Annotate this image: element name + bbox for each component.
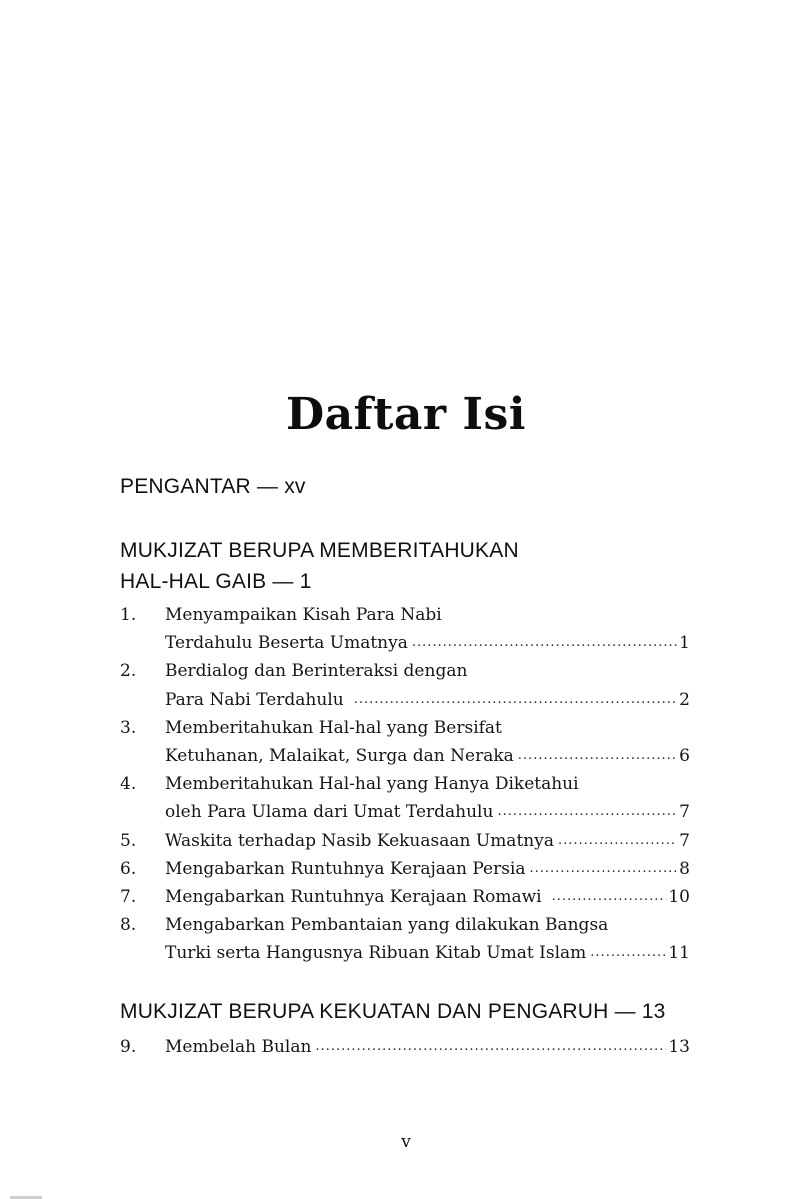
entry-number: 1.: [120, 605, 137, 625]
dot-leader: [344, 686, 677, 714]
entry-title-line: Terdahulu Beserta Umatnya: [165, 633, 408, 654]
page-title: Daftar Isi: [286, 389, 526, 441]
entry-number: 5.: [120, 830, 137, 851]
entry-page-number: 7: [679, 830, 690, 851]
entry-title-line: Membelah Bulan: [165, 1037, 312, 1057]
entry-page-number: 6: [679, 746, 690, 767]
toc-entry-8[interactable]: [120, 911, 690, 967]
toc-entry-1[interactable]: [120, 601, 690, 657]
section-heading-line: HAL-HAL GAIB — 1: [120, 570, 312, 593]
entry-number: 3.: [120, 717, 137, 738]
section-heading-gaib[interactable]: [120, 535, 519, 597]
entry-title-line: Memberitahukan Hal-hal yang Bersifat: [165, 717, 502, 738]
section-heading-kekuatan[interactable]: [120, 996, 666, 1027]
toc-entry-3[interactable]: [120, 714, 690, 770]
section-heading-line: MUKJIZAT BERUPA MEMBERITAHUKAN: [120, 539, 519, 562]
entry-title-line: Mengabarkan Pembantaian yang dilakukan Bangsa: [165, 915, 609, 936]
entry-title-line: Turki serta Hangusnya Ribuan Kitab Umat Islam: [165, 943, 587, 964]
entry-number: 2.: [120, 661, 137, 682]
entry-number: 7.: [120, 887, 137, 908]
entry-title-line: Menyampaikan Kisah Para Nabi: [165, 605, 442, 625]
entry-page-number: 11: [668, 943, 690, 964]
entry-title-line: Memberitahukan Hal-hal yang Hanya Diketahui: [165, 774, 579, 795]
toc-entry-9[interactable]: [120, 1033, 690, 1061]
entry-number: 9.: [120, 1037, 137, 1057]
toc-entry-6[interactable]: [120, 855, 690, 883]
entry-page-number: 10: [668, 887, 690, 908]
toc-entry-5[interactable]: [120, 827, 690, 855]
entry-number: 8.: [120, 915, 137, 936]
entry-page-number: 1: [679, 633, 690, 654]
dot-leader: [408, 629, 677, 657]
dot-leader: [586, 939, 666, 967]
toc-entry-7[interactable]: [120, 883, 690, 911]
entry-title-line: Berdialog dan Berinteraksi dengan: [165, 661, 468, 682]
dot-leader: [554, 827, 677, 855]
entry-title-line: Waskita terhadap Nasib Kekuasaan Umatnya: [165, 830, 554, 851]
entry-title-line: Mengabarkan Runtuhnya Kerajaan Romawi: [165, 887, 542, 908]
entry-title-line: oleh Para Ulama dari Umat Terdahulu: [165, 802, 494, 823]
entry-page-number: 7: [679, 802, 690, 823]
dot-leader: [493, 798, 677, 826]
section-heading-line: PENGANTAR — xv: [120, 475, 306, 498]
entry-page-number: 8: [679, 858, 690, 879]
entry-title-line: Ketuhanan, Malaikat, Surga dan Neraka: [165, 746, 514, 767]
section-heading-pengantar[interactable]: [120, 471, 306, 502]
entry-page-number: 2: [679, 689, 690, 710]
entry-title-line: Mengabarkan Runtuhnya Kerajaan Persia: [165, 858, 526, 879]
entry-page-number: 13: [668, 1037, 690, 1057]
dot-leader: [542, 883, 667, 911]
toc-entry-4[interactable]: [120, 770, 690, 826]
entry-number: 6.: [120, 858, 137, 879]
entry-number: 4.: [120, 774, 137, 795]
section-heading-line: MUKJIZAT BERUPA KEKUATAN DAN PENGARUH — 13: [120, 1000, 666, 1023]
page-folio: v: [401, 1132, 411, 1152]
dot-leader: [526, 855, 678, 883]
toc-list-kekuatan: [120, 1033, 690, 1061]
dot-leader: [311, 1033, 666, 1061]
entry-title-line: Para Nabi Terdahulu: [165, 689, 344, 710]
toc-list-gaib: [120, 601, 690, 968]
toc-entry-2[interactable]: [120, 657, 690, 713]
dot-leader: [514, 742, 677, 770]
